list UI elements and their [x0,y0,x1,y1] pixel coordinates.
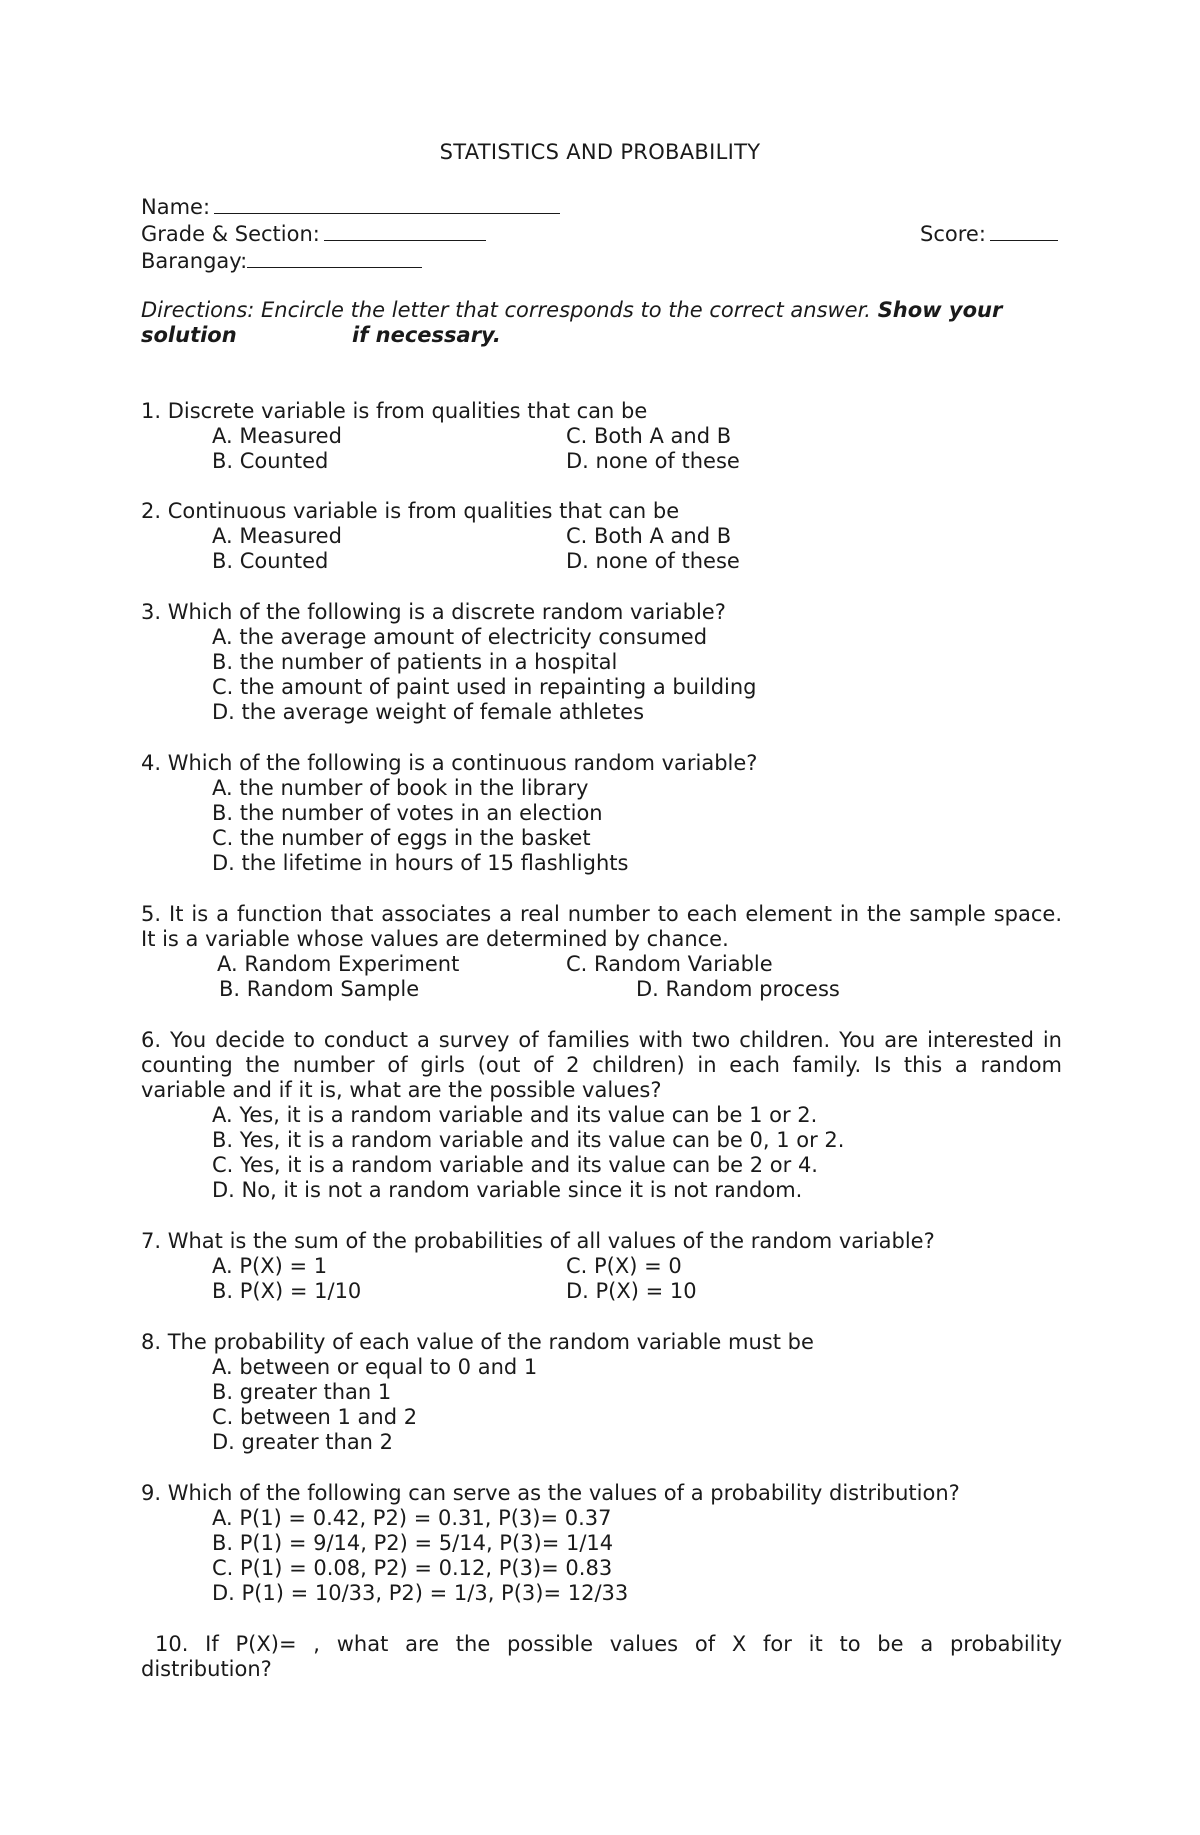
q6-option-b[interactable]: B. Yes, it is a random variable and its value can be 0, 1 or 2. [212,1128,845,1152]
q5-option-a[interactable]: A. Random Experiment [217,952,460,976]
q8-option-d[interactable]: D. greater than 2 [212,1430,394,1454]
q8-option-b[interactable]: B. greater than 1 [212,1380,392,1404]
directions [141,298,1062,323]
score-blank[interactable] [990,220,1058,241]
q7-option-b[interactable]: B. P(X) = 1/10 [212,1279,362,1303]
q7-option-d[interactable]: D. P(X) = 10 [566,1279,697,1303]
q6-option-c[interactable]: C. Yes, it is a random variable and its value can be 2 or 4. [212,1153,818,1177]
q4-option-c[interactable]: C. the number of eggs in the basket [212,826,591,850]
q8-option-a[interactable]: A. between or equal to 0 and 1 [212,1355,538,1379]
q2-option-a[interactable]: A. Measured [212,524,342,548]
q5-option-d[interactable]: D. Random process [636,977,840,1001]
score-label: Score: [920,222,986,246]
directions-line-2 [141,323,237,348]
q3-option-d[interactable]: D. the average weight of female athletes [212,700,645,724]
question-4: 4. Which of the following is a continuous random variable? [141,751,758,775]
q1-option-d[interactable]: D. none of these [566,449,740,473]
grade-section-field [141,220,486,247]
name-blank[interactable] [214,193,560,214]
question-9: 9. Which of the following can serve as the values of a probability distribution? [141,1481,960,1505]
grade-section-blank[interactable] [324,220,486,241]
barangay-blank[interactable] [247,247,422,268]
page-title: STATISTICS AND PROBABILITY [439,140,761,164]
question-8: 8. The probability of each value of the random variable must be [141,1330,814,1354]
question-5: 5. It is a function that associates a real number to each element in the sample space. It is a variable whose values are determined by chance. [141,902,1062,951]
q1-option-c[interactable]: C. Both A and B [566,424,732,448]
barangay-field [141,247,422,274]
question-10: 10. If P(X)= , what are the possible values of X for it to be a probability distribution? [141,1632,1062,1681]
q6-option-d[interactable]: D. No, it is not a random variable since it is not random. [212,1178,803,1202]
q3-option-a[interactable]: A. the average amount of electricity consumed [212,625,708,649]
q9-option-a[interactable]: A. P(1) = 0.42, P2) = 0.31, P(3)= 0.37 [212,1506,612,1530]
q9-option-b[interactable]: B. P(1) = 9/14, P2) = 5/14, P(3)= 1/14 [212,1531,614,1555]
q9-option-c[interactable]: C. P(1) = 0.08, P2) = 0.12, P(3)= 0.83 [212,1556,613,1580]
q2-option-c[interactable]: C. Both A and B [566,524,732,548]
q2-option-b[interactable]: B. Counted [212,549,329,573]
q1-option-b[interactable]: B. Counted [212,449,329,473]
name-label: Name: [141,195,211,219]
q3-option-c[interactable]: C. the amount of paint used in repainting a building [212,675,757,699]
directions-emphasis-3: if necessary. [352,323,501,347]
q4-option-d[interactable]: D. the lifetime in hours of 15 flashlights [212,851,629,875]
question-3: 3. Which of the following is a discrete random variable? [141,600,726,624]
question-6: 6. You decide to conduct a survey of families with two children. You are interested in counting the number of girls (out of 2 children) in each family. Is this a random variable and if it is, what are the possible values? [141,1028,1062,1102]
directions-text: Directions: Encircle the letter that corresponds to the correct answer. [141,298,871,322]
question-7: 7. What is the sum of the probabilities of all values of the random variable? [141,1229,935,1253]
question-2: 2. Continuous variable is from qualities that can be [141,499,680,523]
q5-option-b[interactable]: B. Random Sample [219,977,420,1001]
q7-option-a[interactable]: A. P(X) = 1 [212,1254,328,1278]
q8-option-c[interactable]: C. between 1 and 2 [212,1405,418,1429]
grade-section-label: Grade & Section: [141,222,320,246]
q2-option-d[interactable]: D. none of these [566,549,740,573]
q3-option-b[interactable]: B. the number of patients in a hospital [212,650,618,674]
q1-option-a[interactable]: A. Measured [212,424,342,448]
directions-emphasis-2: solution [141,323,237,347]
q4-option-a[interactable]: A. the number of book in the library [212,776,589,800]
score-field [920,220,1058,247]
name-field [141,193,560,220]
barangay-label: Barangay: [141,249,248,273]
question-1: 1. Discrete variable is from qualities that can be [141,399,648,423]
q6-option-a[interactable]: A. Yes, it is a random variable and its value can be 1 or 2. [212,1103,818,1127]
q5-option-c[interactable]: C. Random Variable [566,952,773,976]
q9-option-d[interactable]: D. P(1) = 10/33, P2) = 1/3, P(3)= 12/33 [212,1581,629,1605]
directions-emphasis-1: Show your [877,298,1003,322]
q4-option-b[interactable]: B. the number of votes in an election [212,801,603,825]
q7-option-c[interactable]: C. P(X) = 0 [566,1254,682,1278]
directions-line-2b [352,323,501,348]
